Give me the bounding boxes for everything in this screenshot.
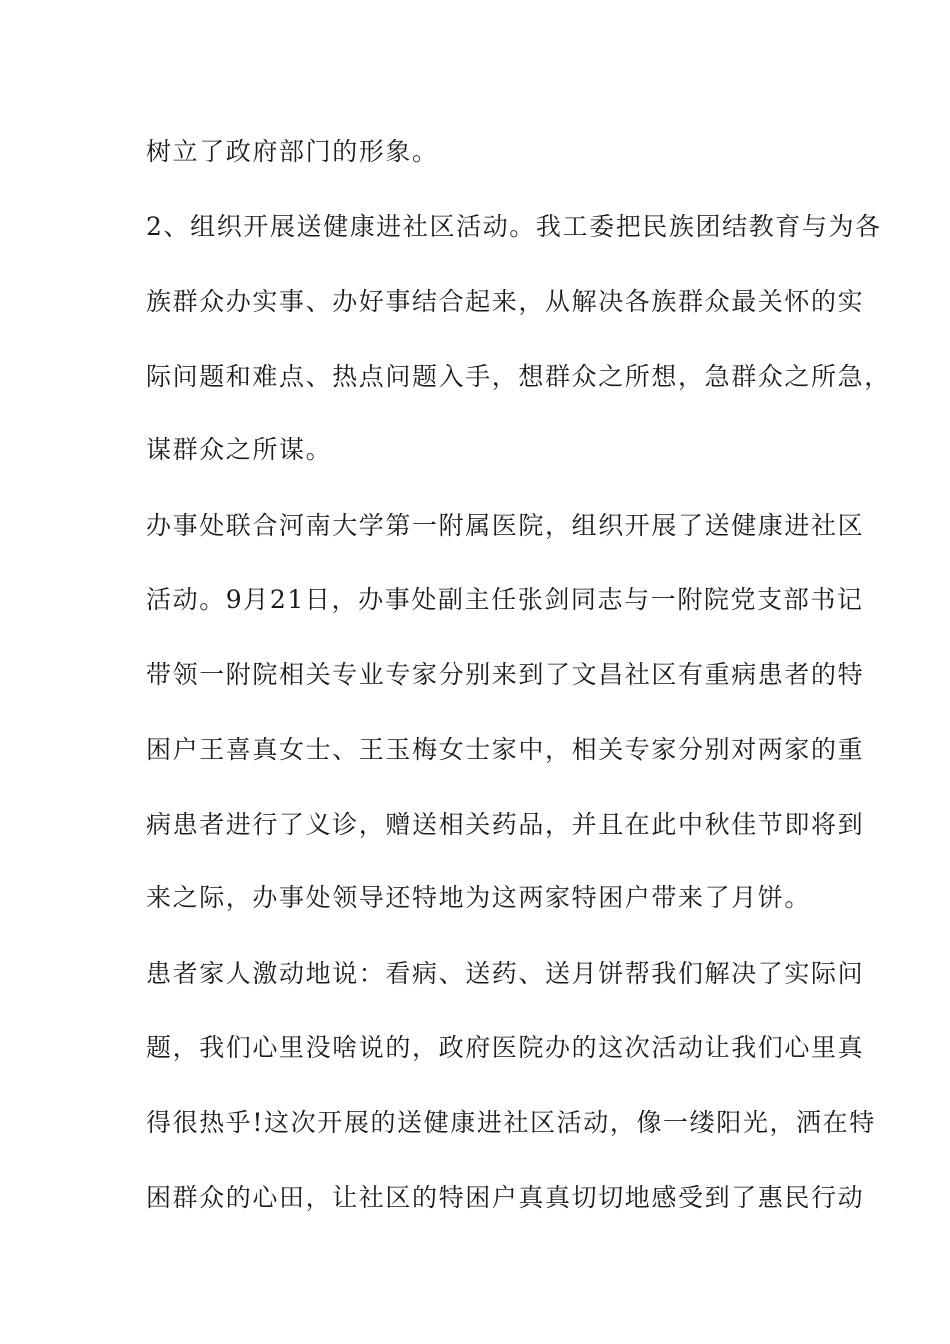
- text-line: 活动。9月21日，办事处副主任张剑同志与一附院党支部书记: [146, 585, 864, 614]
- text-line: 际问题和难点、热点问题入手，想群众之所想，急群众之所急，: [146, 362, 891, 391]
- text-line: 谋群众之所谋。: [146, 435, 333, 464]
- text-line: 2、组织开展送健康进社区活动。我工委把民族团结教育与为各: [146, 212, 882, 241]
- text-line: 患者家人激动地说：看病、送药、送月饼帮我们解决了实际问: [146, 959, 865, 988]
- text-line: 病患者进行了义诊，赠送相关药品，并且在此中秋佳节即将到: [146, 810, 865, 839]
- text-line: 带领一附院相关专业专家分别来到了文昌社区有重病患者的特: [146, 660, 865, 689]
- text-line: 题，我们心里没啥说的，政府医院办的这次活动让我们心里真: [146, 1033, 865, 1062]
- text-line: 树立了政府部门的形象。: [146, 137, 439, 166]
- text-line: 困户王喜真女士、王玉梅女士家中，相关专家分别对两家的重: [146, 735, 865, 764]
- text-line: 得很热乎!这次开展的送健康进社区活动，像一缕阳光，洒在特: [146, 1108, 876, 1137]
- text-line: 办事处联合河南大学第一附属医院，组织开展了送健康进社区: [146, 511, 865, 540]
- text-line: 族群众办实事、办好事结合起来，从解决各族群众最关怀的实: [146, 287, 865, 316]
- text-line: 困群众的心田，让社区的特困户真真切切地感受到了惠民行动: [146, 1183, 865, 1212]
- text-line: 来之际，办事处领导还特地为这两家特困户带来了月饼。: [146, 883, 812, 912]
